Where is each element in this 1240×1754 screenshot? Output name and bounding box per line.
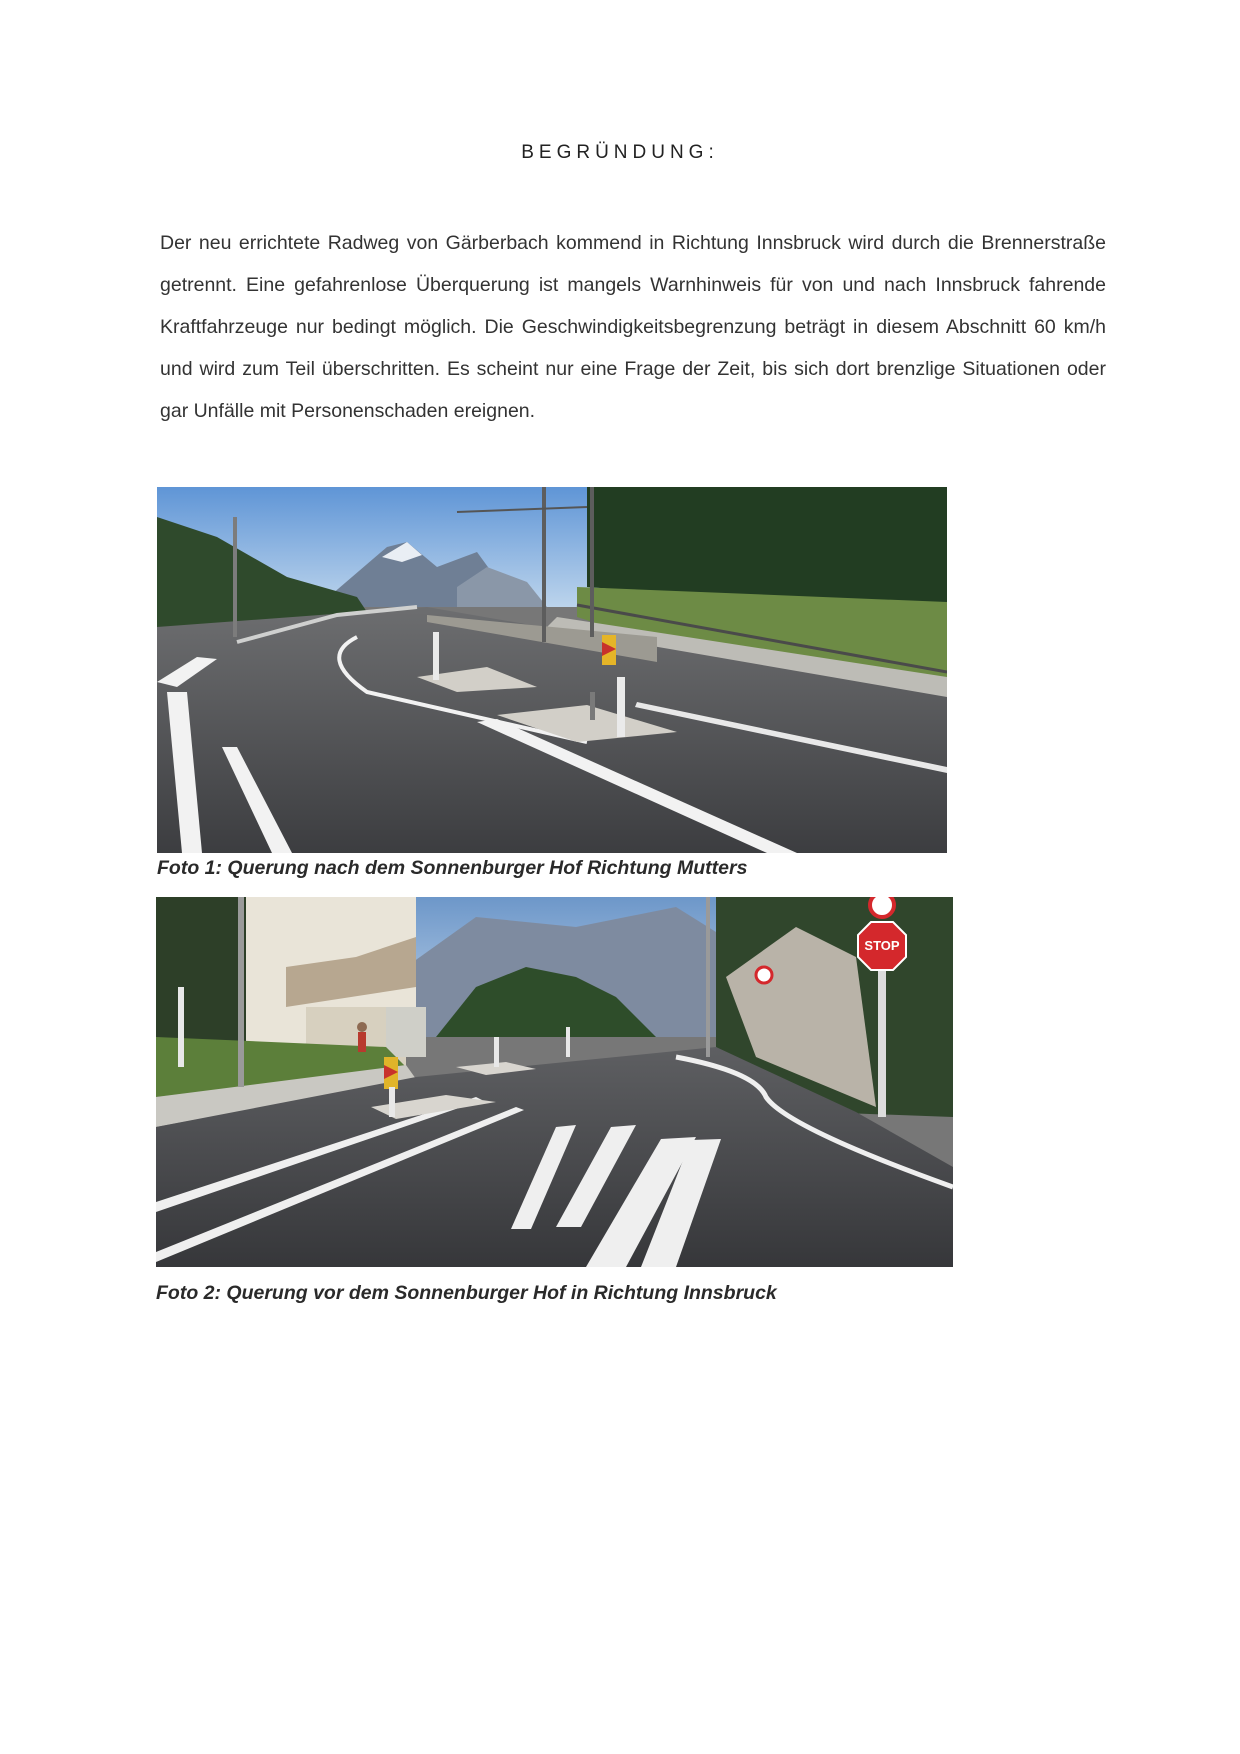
photo-1-road-crossing — [157, 487, 947, 853]
photo-2-caption: Foto 2: Querung vor dem Sonnenburger Hof in Richtung Innsbruck — [156, 1282, 777, 1304]
page-heading: BEGRÜNDUNG: — [521, 142, 719, 163]
photo-2-road-crossing — [156, 897, 953, 1267]
photo-1-caption: Foto 1: Querung nach dem Sonnenburger Hof Richtung Mutters — [157, 857, 748, 879]
justification-paragraph: Der neu errichtete Radweg von Gärberbach kommend in Richtung Innsbruck wird durch die Brennerstraße getrennt. Eine gefahrenlose Überquerung ist mangels Warnhinweis für von und nach Innsbruck fahrende Kraftfahrzeuge nur bedingt möglich. Die Geschwindigkeitsbegrenzung beträgt in diesem Abschnitt 60 km/h und wird zum Teil überschritten. Es scheint nur eine Frage der Zeit, bis sich dort brenzlige Situationen oder gar Unfälle mit Personenschaden ereignen. — [160, 232, 1106, 422]
stop-sign-text: STOP — [864, 938, 900, 953]
